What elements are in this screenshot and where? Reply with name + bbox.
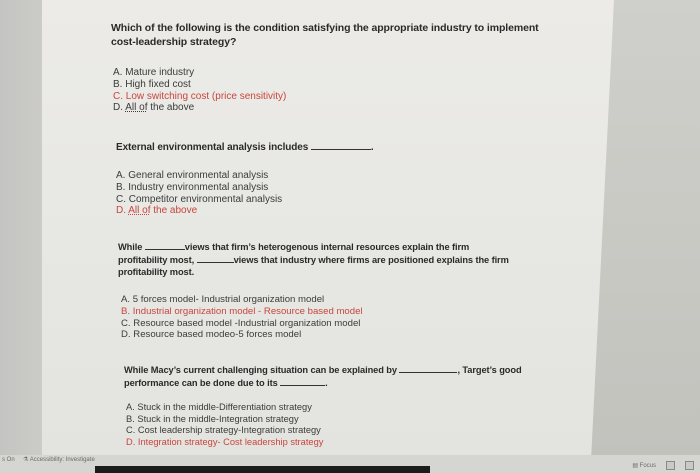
answer-blank-2 bbox=[197, 253, 234, 263]
question-2-option-a: A. General environmental analysis bbox=[116, 170, 269, 181]
status-text: s On bbox=[2, 457, 15, 463]
question-3-line-3: profitability most. bbox=[118, 267, 195, 277]
question-2-option-b: B. Industry environmental analysis bbox=[116, 181, 269, 193]
focus-button[interactable] bbox=[632, 462, 656, 469]
question-1-option-b: B. High fixed cost bbox=[113, 78, 191, 90]
question-2-option-c: C. Competitor environmental analysis bbox=[116, 193, 283, 205]
q4-text-2: , Target’s good bbox=[457, 365, 522, 375]
question-1-options bbox=[113, 67, 286, 114]
answer-blank-2 bbox=[280, 376, 328, 388]
accessibility-icon[interactable]: ⚗ bbox=[23, 457, 29, 463]
q3-text-4: views that industry where firms are positioned explains the firm bbox=[233, 255, 509, 265]
q3-text-1: While bbox=[118, 242, 143, 252]
question-3-line-1 bbox=[118, 240, 509, 253]
q4-text-1: While Macy’s current challenging situation can be explained by bbox=[124, 365, 397, 375]
question-4-option-d: D. Integration strategy- Cost leadership strategy bbox=[126, 436, 324, 447]
question-3-line-2 bbox=[118, 253, 509, 266]
question-1-line-1: Which of the following is the condition satisfying the appropriate industry to implement bbox=[111, 22, 539, 34]
question-4-line-2 bbox=[124, 376, 522, 389]
question-3-option-c: C. Resource based model -Industrial organization model bbox=[121, 317, 361, 329]
question-4-option-b: B. Stuck in the middle-Integration strategy bbox=[126, 413, 299, 424]
question-3-option-b: B. Industrial organization model - Resource based model bbox=[121, 305, 363, 317]
option-prefix: D. bbox=[113, 102, 126, 114]
q4-text-end: . bbox=[325, 378, 328, 388]
focus-icon: ▤ bbox=[632, 463, 638, 469]
question-1-option-a: A. Mature industry bbox=[113, 67, 195, 78]
option-underlined-text: All of bbox=[125, 102, 148, 114]
question-3-option-a: A. 5 forces model- Industrial organization model bbox=[121, 294, 325, 305]
option-underlined-text: All of bbox=[128, 205, 151, 217]
question-4-options bbox=[126, 402, 323, 448]
accessibility-status-button[interactable]: Accessibility: Investigate bbox=[29, 457, 95, 463]
option-suffix: the above bbox=[150, 205, 198, 217]
question-2-prompt bbox=[116, 140, 374, 155]
question-1-option-c: C. Low switching cost (price sensitivity) bbox=[113, 90, 287, 102]
status-left bbox=[2, 456, 95, 463]
q3-text-3: profitability most, bbox=[118, 255, 195, 265]
question-3-option-d: D. Resource based modeo-5 forces model bbox=[121, 329, 302, 341]
question-1-line-2: cost-leadership strategy? bbox=[111, 35, 237, 48]
question-2-option-d bbox=[116, 205, 282, 217]
answer-blank bbox=[311, 140, 371, 150]
question-2-options bbox=[116, 170, 282, 217]
status-right bbox=[632, 461, 694, 470]
question-2-end: . bbox=[370, 142, 374, 153]
answer-blank-1 bbox=[145, 240, 185, 250]
focus-label: Focus bbox=[639, 463, 656, 469]
web-layout-view-icon[interactable] bbox=[685, 461, 694, 470]
question-1-prompt bbox=[111, 22, 539, 49]
option-prefix: D. bbox=[116, 205, 129, 217]
q3-text-2: views that firm’s heterogenous internal resources explain the firm bbox=[184, 242, 470, 252]
question-4-prompt bbox=[124, 363, 522, 389]
option-suffix: the above bbox=[147, 102, 195, 114]
question-4-line-1 bbox=[124, 363, 522, 376]
taskbar bbox=[95, 466, 430, 473]
question-3-options bbox=[121, 294, 363, 341]
answer-blank-1 bbox=[399, 363, 457, 373]
print-layout-view-icon[interactable] bbox=[666, 461, 675, 470]
question-3-prompt bbox=[118, 240, 509, 278]
q4-text-3: performance can be done due to its bbox=[124, 378, 278, 388]
question-4-option-c: C. Cost leadership strategy-Integration strategy bbox=[126, 425, 321, 435]
question-4-option-a: A. Stuck in the middle-Differentiation strategy bbox=[126, 402, 312, 412]
question-2-text: External environmental analysis includes bbox=[116, 142, 309, 153]
question-1-option-d bbox=[113, 102, 286, 114]
